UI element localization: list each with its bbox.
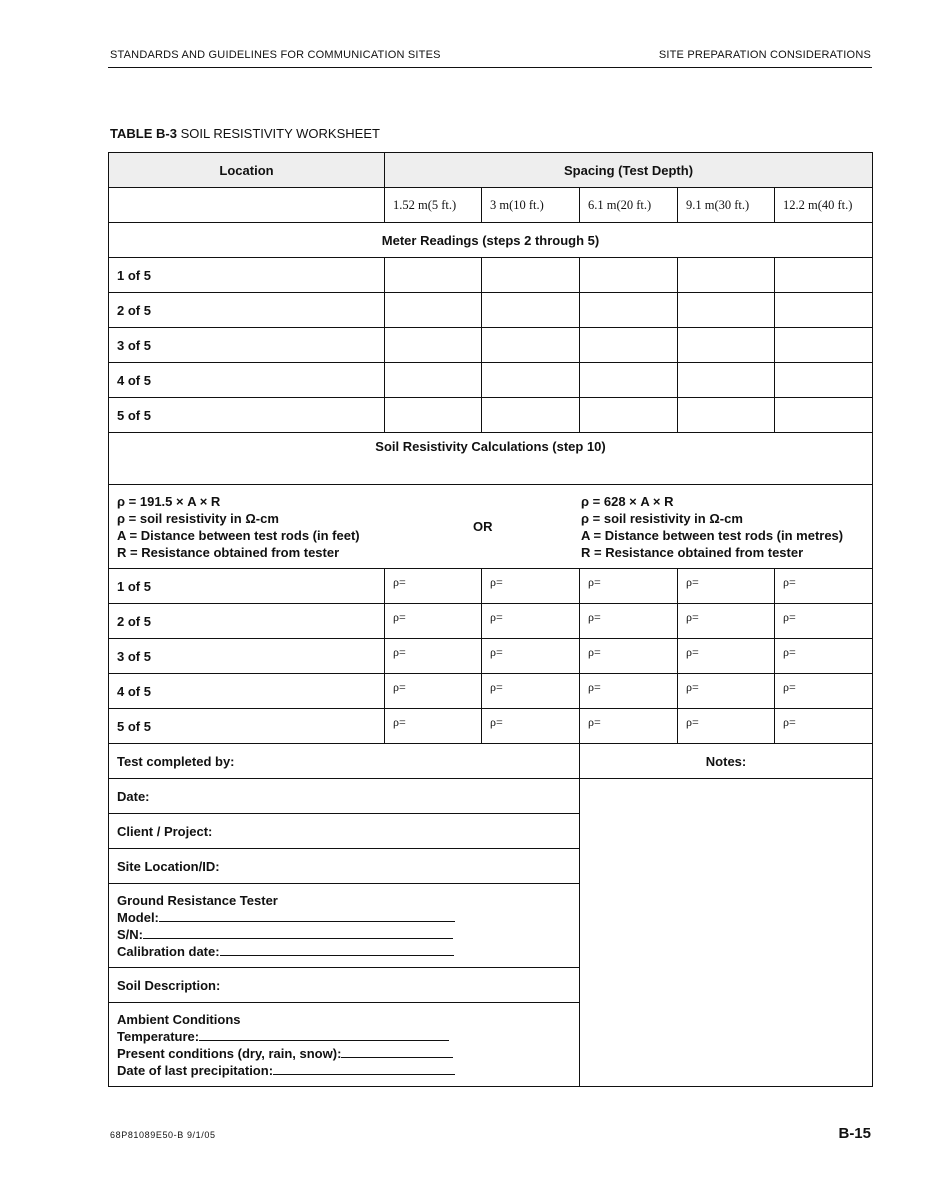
meter-cell: [482, 258, 580, 293]
notes-header: Notes:: [580, 744, 873, 779]
meter-cell: [580, 398, 678, 433]
rho-cell: ρ=: [482, 639, 580, 674]
test-completed-row: [109, 744, 873, 779]
meter-readings-title-row: [109, 223, 873, 258]
rho-cell: ρ=: [482, 604, 580, 639]
rho-cell: ρ=: [678, 674, 775, 709]
rho-cell: ρ=: [385, 709, 482, 744]
meter-cell: [678, 363, 775, 398]
formula-right-line: ρ = soil resistivity in Ω-cm: [581, 510, 743, 526]
rho-cell: ρ=: [580, 709, 678, 744]
formula-or: OR: [473, 519, 493, 534]
meter-cell: [482, 293, 580, 328]
calc-row-label: 5 of 5: [109, 709, 385, 744]
rho-cell: ρ=: [580, 639, 678, 674]
ambient-title: Ambient Conditions: [117, 1012, 241, 1027]
temperature-label: Temperature:: [117, 1029, 200, 1044]
calibration-blank: [220, 943, 454, 956]
calc-row: [109, 569, 873, 604]
client-project-field: Client / Project:: [109, 814, 580, 849]
soil-description-field: Soil Description:: [109, 968, 580, 1003]
meter-row-label: 5 of 5: [109, 398, 385, 433]
calc-row: [109, 709, 873, 744]
meter-cell: [775, 363, 873, 398]
rho-cell: ρ=: [482, 709, 580, 744]
calc-title: Soil Resistivity Calculations (step 10): [109, 433, 873, 485]
spacing-cell: 6.1 m(20 ft.): [580, 188, 678, 223]
temperature-line: [117, 1028, 571, 1045]
formula-right: [573, 493, 873, 561]
spacing-cell: 12.2 m(40 ft.): [775, 188, 873, 223]
meter-row: [109, 398, 873, 433]
formula-right-line: A = Distance between test rods (in metres): [581, 527, 844, 543]
rho-cell: ρ=: [775, 674, 873, 709]
meter-row-label: 3 of 5: [109, 328, 385, 363]
footer-page-number: B-15: [838, 1125, 871, 1142]
date-row: [109, 779, 873, 814]
formula-layout: [109, 493, 873, 561]
meter-cell: [678, 398, 775, 433]
table-header-row: [109, 153, 873, 188]
date-field: Date:: [109, 779, 580, 814]
rho-cell: ρ=: [385, 604, 482, 639]
meter-cell: [385, 258, 482, 293]
calc-title-row: [109, 433, 873, 485]
meter-cell: [678, 293, 775, 328]
spacing-blank-cell: [109, 188, 385, 223]
formula-left-line: R = Resistance obtained from tester: [117, 544, 340, 560]
meter-row-label: 4 of 5: [109, 363, 385, 398]
notes-area: [580, 779, 873, 1087]
meter-cell: [678, 258, 775, 293]
rho-cell: ρ=: [775, 604, 873, 639]
formula-row: [109, 485, 873, 569]
meter-cell: [385, 293, 482, 328]
tester-calibration-label: Calibration date:: [117, 944, 220, 959]
last-precip-blank: [273, 1062, 455, 1075]
meter-cell: [775, 258, 873, 293]
rho-cell: ρ=: [482, 674, 580, 709]
meter-row: [109, 363, 873, 398]
meter-cell: [580, 328, 678, 363]
meter-cell: [775, 398, 873, 433]
formula-right-line: R = Resistance obtained from tester: [581, 544, 804, 560]
header-rule: [108, 67, 872, 68]
calc-row-label: 1 of 5: [109, 569, 385, 604]
rho-cell: ρ=: [580, 569, 678, 604]
rho-cell: ρ=: [482, 569, 580, 604]
spacing-header: Spacing (Test Depth): [385, 153, 873, 188]
present-conditions-line: [117, 1045, 571, 1062]
spacing-cell: 9.1 m(30 ft.): [678, 188, 775, 223]
meter-row: [109, 293, 873, 328]
site-location-field: Site Location/ID:: [109, 849, 580, 884]
meter-cell: [482, 363, 580, 398]
meter-cell: [385, 328, 482, 363]
calc-row-label: 3 of 5: [109, 639, 385, 674]
temperature-blank: [199, 1028, 449, 1041]
header-right: SITE PREPARATION CONSIDERATIONS: [658, 49, 871, 61]
tester-model-label: Model:: [117, 910, 159, 925]
rho-cell: ρ=: [580, 604, 678, 639]
present-conditions-label: Present conditions (dry, rain, snow):: [117, 1046, 342, 1061]
footer-doc-id: 68P81089E50-B 9/1/05: [110, 1130, 216, 1140]
present-conditions-blank: [341, 1045, 453, 1058]
meter-row: [109, 328, 873, 363]
formula-right-line: ρ = 628 × A × R: [581, 493, 674, 509]
spacing-cell: 3 m(10 ft.): [482, 188, 580, 223]
model-blank: [159, 909, 455, 922]
table-caption: [110, 126, 380, 141]
tester-title: Ground Resistance Tester: [117, 893, 278, 908]
meter-cell: [775, 328, 873, 363]
calc-row: [109, 674, 873, 709]
ambient-block: [109, 1003, 580, 1087]
table-caption-label: TABLE B-3: [110, 126, 177, 141]
rho-cell: ρ=: [775, 709, 873, 744]
tester-sn-label: S/N:: [117, 927, 143, 942]
meter-cell: [580, 258, 678, 293]
meter-row-label: 2 of 5: [109, 293, 385, 328]
test-completed-by: Test completed by:: [109, 744, 580, 779]
sn-blank: [143, 926, 453, 939]
meter-cell: [385, 398, 482, 433]
rho-cell: ρ=: [678, 709, 775, 744]
meter-cell: [482, 398, 580, 433]
rho-cell: ρ=: [678, 569, 775, 604]
calc-row: [109, 604, 873, 639]
spacing-row: [109, 188, 873, 223]
last-precip-line: [117, 1062, 571, 1079]
calc-row-label: 2 of 5: [109, 604, 385, 639]
rho-cell: ρ=: [775, 569, 873, 604]
calc-row-label: 4 of 5: [109, 674, 385, 709]
formula-cell: [109, 485, 873, 569]
spacing-cell: 1.52 m(5 ft.): [385, 188, 482, 223]
last-precip-label: Date of last precipitation:: [117, 1063, 274, 1078]
meter-cell: [482, 328, 580, 363]
tester-sn-line: [117, 926, 571, 943]
soil-resistivity-table: [108, 152, 873, 1087]
rho-cell: ρ=: [678, 604, 775, 639]
rho-cell: ρ=: [775, 639, 873, 674]
meter-row-label: 1 of 5: [109, 258, 385, 293]
rho-cell: ρ=: [385, 569, 482, 604]
location-header: Location: [109, 153, 385, 188]
rho-cell: ρ=: [580, 674, 678, 709]
formula-left: [109, 493, 439, 561]
meter-cell: [775, 293, 873, 328]
formula-left-line: A = Distance between test rods (in feet): [117, 527, 360, 543]
meter-cell: [580, 363, 678, 398]
table-caption-title: SOIL RESISTIVITY WORKSHEET: [180, 126, 380, 141]
rho-cell: ρ=: [678, 639, 775, 674]
header-left: STANDARDS AND GUIDELINES FOR COMMUNICATION SITES: [110, 49, 441, 61]
meter-cell: [385, 363, 482, 398]
rho-cell: ρ=: [385, 674, 482, 709]
tester-model-line: [117, 909, 571, 926]
calc-row: [109, 639, 873, 674]
meter-readings-title: Meter Readings (steps 2 through 5): [109, 223, 873, 258]
meter-cell: [678, 328, 775, 363]
rho-cell: ρ=: [385, 639, 482, 674]
formula-left-line: ρ = soil resistivity in Ω-cm: [117, 510, 279, 526]
formula-left-line: ρ = 191.5 × A × R: [117, 493, 221, 509]
tester-calibration-line: [117, 943, 571, 960]
meter-row: [109, 258, 873, 293]
tester-block: [109, 884, 580, 968]
meter-cell: [580, 293, 678, 328]
